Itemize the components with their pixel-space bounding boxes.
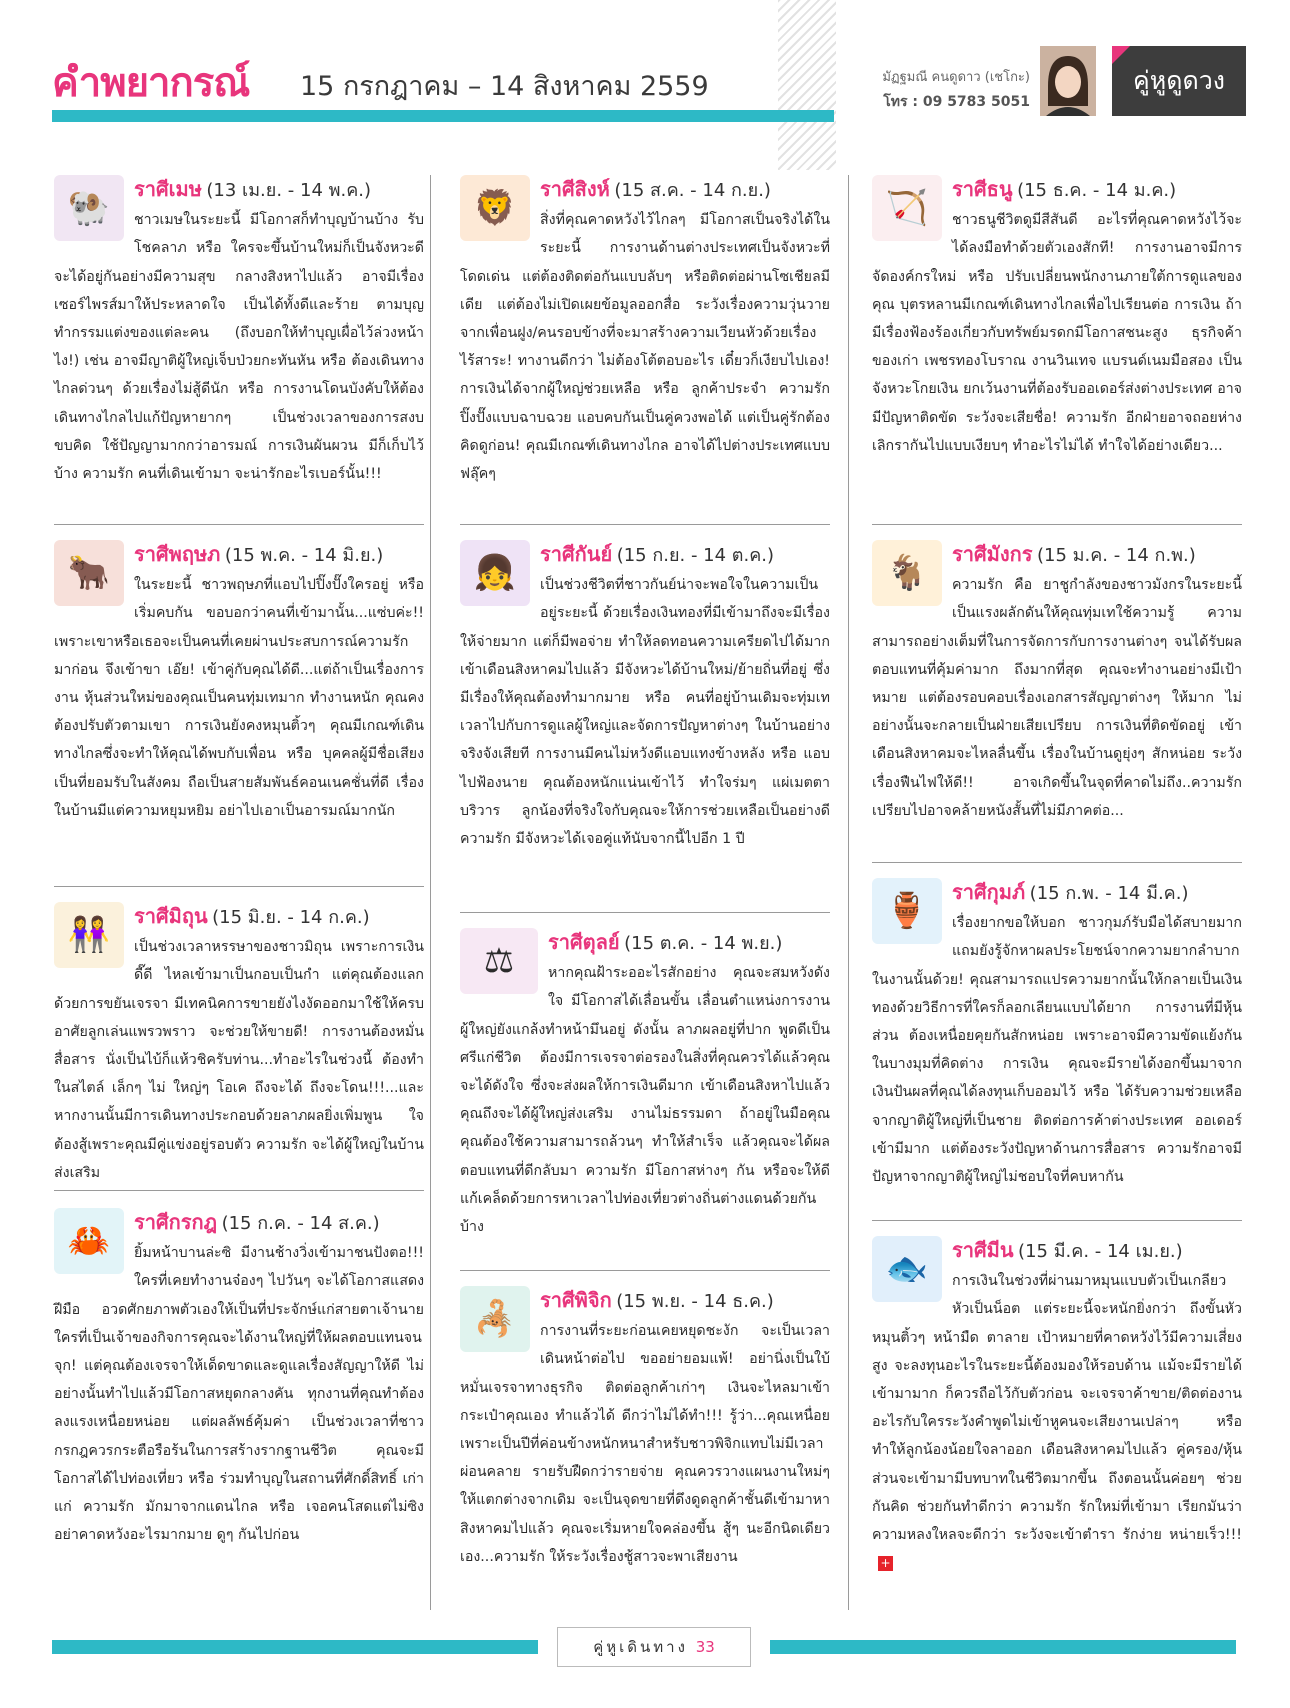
sign-name: ราศีสิงห์ [540,177,610,201]
sign-name: ราศีมิถุน [134,904,208,928]
sign-name: ราศีพฤษภ [134,542,221,566]
sign-gemini [54,902,424,1187]
sign-name: ราศีเมษ [134,177,202,201]
sign-taurus [54,540,424,825]
sign-range: (15 มี.ค. - 14 เม.ย.) [1018,1241,1183,1262]
author-phone: โทร : 09 5783 5051 [883,94,1030,110]
crab-icon: 🦀 [54,1208,124,1274]
sign-name: ราศีพิจิก [540,1288,612,1312]
sign-leo [460,175,830,488]
sign-text: ชาวธนูชีวิตดูมีสีสันดี อะไรที่คุณคาดหวังไว้จะได้ลงมือทำด้วยตัวเองสักที! การงานอาจมีการจัดองค์กรใหม่ หรือ ปรับเปลี่ยนพนักงานภายใต้การดูแลของคุณ บุตรหลานมีเกณฑ์เดินทางไกลเพื่อไปเรียนต่อ การเงิน ถ้ามีเรื่องฟ้องร้องเกี่ยวกับทรัพย์มรดกมีโอกาสชนะสูง ธุรกิจค้าของเก่า เพชรทองโบราณ งานวินเทจ แบรนด์เนมมือสอง เป็นจังหวะโกยเงิน ยกเว้นงานที่ต้องรับออเดอร์ส่งต่างประเทศ อาจมีปัญหาติดขัด ระวังจะเสียชื่อ! ความรัก อีกฝ่ายอาจถอยห่างเลิกรากันไปแบบเงียบๆ ทำอะไรไม่ได้ ทำใจได้อย่างเดียว... [872,212,1242,454]
sign-range: (15 ส.ค. - 14 ก.ย.) [614,180,771,201]
water-bearer-icon: 🏺 [872,878,942,944]
divider [54,1190,424,1191]
sign-virgo [460,540,830,853]
divider [54,886,424,887]
avatar [1040,46,1096,116]
divider [460,524,830,525]
sign-pisces [872,1236,1242,1577]
divider [460,912,830,913]
column-divider [848,175,849,1610]
sign-range: (15 พ.ย. - 14 ธ.ค.) [616,1291,774,1312]
sign-aries [54,175,424,488]
sign-name: ราศีมังกร [952,542,1033,566]
divider [54,524,424,525]
author-name: มัฏฐมณี คนดูดาว (เชโกะ) [882,70,1030,85]
sign-text: ชาวเมษในระยะนี้ มีโอกาสก็ทำบุญบ้านบ้าง รับโชคลาภ หรือ ใครจะขึ้นบ้านใหม่ก็เป็นจังหวะดี จะได้อยู่กันอย่างมีความสุข กลางสิงหาไปแล้ว อาจมีเรื่องเซอร์ไพรส์มาให้ประหลาดใจ เป็นได้ทั้งดีและร้าย ตามบุญทำกรรมแต่งของแต่ละคน (ถึงบอกให้ทำบุญเผื่อไว้ล่วงหน้าไง!) เช่น อาจมีญาติผู้ใหญ่เจ็บป่วยกะทันหัน หรือ ต้องเดินทางไกลด่วนๆ ด้วยเรื่องไม่สู้ดีนัก หรือ การงานโดนบังคับให้ต้องเดินทางไกลไปแก้ปัญหายากๆ เป็นช่วงเวลาของการสงบขบคิด ใช้ปัญญามากกว่าอารมณ์ การเงินผันผวน มีก็เก็บไว้บ้าง ความรัก คนที่เดินเข้ามา จะน่ารักอะไรเบอร์นั้น!!! [54,212,424,483]
sign-range: (15 ต.ค. - 14 พ.ย.) [624,933,783,954]
lion-icon: 🦁 [460,175,530,241]
sign-range: (13 เม.ย. - 14 พ.ค.) [206,180,371,201]
virgin-icon: 👧 [460,540,530,606]
sign-text: ยิ้มหน้าบานล่ะซิ มีงานช้างวิ่งเข้ามาชนปังตอ!!! ใครที่เคยทำงานจ๋องๆ ไปวันๆ จะได้โอกาสแสดงฝีมือ อวดศักยภาพตัวเองให้เป็นที่ประจักษ์แก่สายตาเจ้านาย ใครที่เป็นเจ้าของกิจการคุณจะได้งานใหญ่ที่ให้ผลตอบแทนจนจุก! แต่คุณต้องเจรจาให้เด็ดขาดและดูแลเรื่องสัญญาให้ดี ไม่อย่างนั้นทำไปแล้วมีโอกาสหยุดกลางคัน ทุกงานที่คุณทำต้องลงแรงเหนื่อยหน่อย แต่ผลลัพธ์คุ้มค่า เป็นช่วงเวลาที่ชาวกรกฎควรกระตือรือร้นในการสร้างรากฐานชีวิต คุณจะมีโอกาสได้ไปท่องเที่ยว หรือ ร่วมทำบุญในสถานที่ศักดิ์สิทธิ์ เก่าแก่ ความรัก มักมาจากแดนไกล หรือ เจอคนโสดแต่ไม่ซิง อย่าคาดหวังอะไรมากมาย ดูๆ กันไปก่อน [54,1245,424,1544]
sign-sagittarius [872,175,1242,460]
divider [872,862,1242,863]
date-range: 15 กรกฎาคม – 14 สิงหาคม 2559 [300,71,709,102]
avatar-icon [1040,46,1096,116]
sign-text: เป็นช่วงเวลาหรรษาของชาวมิถุน เพราะการเงินดี๊ดี ไหลเข้ามาเป็นกอบเป็นกำ แต่คุณต้องแลกด้วยการขยันเจรจา มีเทคนิคการขายยังไงงัดออกมาใช้ให้ครบ อาศัยลูกเล่นแพรวพราว จะช่วยให้ขายดี! การงานต้องหมั่นสื่อสาร นั่งเป็นไบ้ก็แห้วชิครับท่าน...ทำอะไรในช่วงนี้ ต้องทำในสไตล์ เล็กๆ ไม่ ใหญ่ๆ โอเค ถึงจะได้ ถึงจะโดน!!!...และหากงานนั้นมีการเดินทางประกอบด้วยลาภผลยิ่งเพิ่มพูน ใจต้องสู้เพราะคุณมีคู่แข่งอยู่รอบตัว ความรัก จะได้ผู้ใหญ่ในบ้านส่งเสริม [54,939,424,1181]
sign-range: (15 ธ.ค. - 14 ม.ค.) [1017,180,1177,201]
sign-text: ความรัก คือ ยาชูกำลังของชาวมังกรในระยะนี้ เป็นแรงผลักดันให้คุณทุ่มเทใช้ความรู้ ความสามารถอย่างเต็มที่ในการจัดการกับการงานต่างๆ จนได้รับผลตอบแทนที่คุ้มค่ามาก ถึงมากที่สุด คุณจะทำงานอย่างมีเป้าหมาย แต่ต้องรอบคอบเรื่องเอกสารสัญญาต่างๆ ให้มาก ไม่อย่างนั้นจะกลายเป็นฝ่ายเสียเปรียบ การเงินที่ติดขัดอยู่ เข้าเดือนสิงหาคมจะไหลลื่นขึ้น เรื่องในบ้านดูยุ่งๆ สักหน่อย ระวังเรื่องฟืนไฟให้ดี!! อาจเกิดขึ้นในจุดที่คาดไม่ถึง..ความรักเปรียบไปอาจคล้ายหนังสั้นที่ไม่มีภาคต่อ... [872,577,1242,819]
archer-icon: 🏹 [872,175,942,241]
sign-range: (15 ม.ค. - 14 ก.พ.) [1036,545,1196,566]
sign-range: (15 พ.ค. - 14 มิ.ย.) [224,545,384,566]
page-number: 33 [695,1638,715,1656]
sea-goat-icon: 🐐 [872,540,942,606]
footer-bar-left [52,1640,538,1654]
scorpion-icon: 🦂 [460,1286,530,1352]
sign-libra [460,928,830,1241]
hatch-decoration [778,0,836,170]
page-title: คำพยากรณ์ [52,60,250,106]
sign-text: เป็นช่วงชีวิตที่ชาวกันย์น่าจะพอใจในความเป็นอยู่ระยะนี้ ด้วยเรื่องเงินทองที่มีเข้ามาถึงจะมีเรื่องให้จ่ายมาก แต่ก็มีพอจ่าย ทำให้ลดทอนความเครียดไปได้มาก เข้าเดือนสิงหาคมไปแล้ว มีจังหวะได้บ้านใหม่/ย้ายถิ่นที่อยู่ ซึ่งมีเรื่องให้คุณต้องทำมากมาย หรือ คนที่อยู่บ้านเดิมจะทุ่มเทเวลาไปกับการดูแลผู้ใหญ่และจัดการปัญหาต่างๆ ในบ้านอย่างจริงจังเสียที การงานมีคนไม่หวังดีแอบแทงข้างหลัง หรือ แอบไปฟ้องนาย คุณต้องหนักแน่นเข้าไว้ ทำใจร่มๆ แผ่เมตตา บริวาร ลูกน้องที่จริงใจกับคุณจะให้การช่วยเหลือเป็นอย่างดี ความรัก มีจังหวะได้เจอคู่แท้นับจากนี้ไปอีก 1 ปี [460,577,830,848]
column-badge: คู่หูดูดวง [1112,46,1246,116]
divider [872,1220,1242,1221]
author-block [870,66,1030,113]
header-bar [52,110,834,122]
sign-name: ราศีกุมภ์ [952,880,1026,904]
badge-corner [1112,46,1130,64]
sign-text: การงานที่ระยะก่อนเคยหยุดชะงัก จะเป็นเวลาเดินหน้าต่อไป ขออย่ายอมแพ้! อย่านิ่งเป็นใบ้ หมั่นเจรจาทางธุรกิจ ติดต่อลูกค้าเก่าๆ เงินจะไหลมาเข้ากระเป๋าคุณเอง ทำแล้วได้ ดีกว่าไม่ได้ทำ!!! รู้ว่า...คุณเหนื่อย เพราะเป็นปีที่ค่อนข้างหนักหนาสำหรับชาวพิจิกแทบไม่มีเวลาผ่อนคลาย รายรับฝืดกว่ารายจ่าย คุณควรวางแผนงานใหม่ๆ ให้แตกต่างจากเดิม จะเป็นจุดขายที่ดึงดูดลูกค้าชั้นดีเข้ามาหา สิงหาคมไปแล้ว คุณจะเริ่มหายใจคล่องขึ้น สู้ๆ นะอีกนิดเดียวเอง...ความรัก ให้ระวังเรื่องชู้สาวจะพาเสียงาน [460,1323,830,1565]
footer-label [557,1627,751,1667]
sign-text: สิ่งที่คุณคาดหวังไว้ไกลๆ มีโอกาสเป็นจริงได้ในระยะนี้ การงานด้านต่างประเทศเป็นจังหวะที่โดดเด่น แต่ต้องติดต่อกันแบบลับๆ หรือติดต่อผ่านโซเชียลมีเดีย แต่ต้องไม่เปิดเผยข้อมูลออกสื่อ ระวังเรื่องความวุ่นวายจากเพื่อนฝูง/คนรอบข้างที่จะมาสร้างความเวียนหัวด้วยเรื่องไร้สาระ! ทางานดีกว่า ไม่ต้องโต้ตอบอะไร เดี๋ยวก็เงียบไปเอง! การเงินได้จากผู้ใหญ่ช่วยเหลือ หรือ ลูกค้าประจำ ความรัก ปิ๊งปั๊งแบบฉาบฉวย แอบคบกันเป็นคู่ควงพอได้ แต่เป็นคู่รักต้องคิดดูก่อน! คุณมีเกณฑ์เดินทางไกล อาจได้ไปต่างประเทศแบบฟลุ๊คๆ [460,212,830,483]
sign-text: หากคุณฝ้าระออะไรสักอย่าง คุณจะสมหวังดังใจ มีโอกาสได้เลื่อนขั้น เลื่อนตำแหน่งการงาน ผู้ใหญ่ยังแกล้งทำหน้ามึนอยู่ ดังนั้น ลาภผลอยู่ที่ปาก พูดดีเป็นศรีแก่ชีวิต ต้องมีการเจรจาต่อรองในสิ่งที่คุณควรได้แล้วคุณจะได้ดังใจ ซึ่งจะส่งผลให้การเงินดีมาก เข้าเดือนสิงหาไปแล้ว คุณถึงจะได้ผู้ใหญ่ส่งเสริม งานไม่ธรรมดา ถ้าอยู่ในมือคุณ คุณต้องใช้ความสามารถล้วนๆ ทำให้สำเร็จ แล้วคุณจะได้ผลตอบแทนที่ดีกลับมา ความรัก มีโอกาสห่างๆ กัน หรือจะให้ดีแก้เคล็ดด้วยการหาเวลาไปท่องเที่ยวต่างถิ่นต่างแดนด้วยกันบ้าง [460,965,830,1236]
plus-end-icon: + [878,1556,893,1571]
twins-icon: 👭 [54,902,124,968]
fish-icon: 🐟 [872,1236,942,1302]
sign-name: ราศีกรกฎ [134,1210,218,1234]
page-header [0,0,1290,130]
sign-capricorn [872,540,1242,825]
sign-range: (15 มิ.ย. - 14 ก.ค.) [212,907,370,928]
sign-aquarius [872,878,1242,1191]
footer-bar-right [770,1640,1236,1654]
column-divider [430,175,431,1610]
sign-cancer [54,1208,424,1549]
sign-name: ราศีธนู [952,177,1013,201]
sign-name: ราศีกันย์ [540,542,613,566]
scales-icon: ⚖ [460,928,538,994]
sign-scorpio [460,1286,830,1571]
sign-name: ราศีตุลย์ [548,930,620,954]
divider [872,524,1242,525]
sign-text: เรื่องยากขอให้บอก ชาวกุมภ์รับมือได้สบายมาก แถมยังรู้จักหาผลประโยชน์จากความยากลำบากในงานนั้นด้วย! คุณสามารถแปรความยากนั้นให้กลายเป็นเงินทองด้วยวิธีการที่ใครก็ลอกเลียนแบบได้ยาก การงานที่มีหุ้นส่วน ต้องเหนื่อยคุยกันสักหน่อย เพราะอาจมีความขัดแย้งกันในบางมุมที่คิดต่าง การเงิน คุณจะมีรายได้งอกขึ้นมาจากเงินปันผลที่คุณได้ลงทุนเก็บออมไว้ หรือ ได้รับความช่วยเหลือจากญาติผู้ใหญ่ที่เป็นชาย ติดต่อการค้าต่างประเทศ ออเดอร์เข้ามีมาก แต่ต้องระวังปัญหาด้านการสื่อสาร ความรักอาจมีปัญหาจากญาติผู้ใหญ่ไม่ชอบใจที่คบหากัน [872,915,1242,1186]
sign-range: (15 ก.พ. - 14 มี.ค.) [1029,883,1189,904]
divider [460,1270,830,1271]
sign-text: การเงินในช่วงที่ผ่านมาหมุนแบบตัวเป็นเกลียว หัวเป็นน็อต แต่ระยะนี้จะหนักยิ่งกว่า ถึงขั้นหัวหมุนติ้วๆ หน้ามืด ตาลาย เป้าหมายที่คาดหวังไว้มีความเสี่ยงสูง จะลงทุนอะไรในระยะนี้ต้องมองให้รอบด้าน แม้จะมีรายได้เข้ามามาก ก็ควรถือไว้กับตัวก่อน จะเจรจาค้าขาย/ติดต่องานอะไรกับใครระวังคำพูดไม่เข้าหูคนจะเสียงานเปล่าๆ หรือ ทำให้ลูกน้องน้อยใจลาออก เดือนสิงหาคมไปแล้ว คู่ครอง/หุ้นส่วนจะเข้ามามีบทบาทในชีวิตมากขึ้น ถึงตอนนั้นค่อยๆ ช่วยกันคิด ช่วยกันทำดีกว่า ความรัก รักใหม่ที่เข้ามา เรียกมันว่า ความหลงใหลจะดีกว่า ระวังจะเข้าตำรา รักง่าย หน่ายเร็ว!!! [872,1273,1242,1544]
bull-icon: 🐂 [54,540,124,606]
sign-text: ในระยะนี้ ชาวพฤษภที่แอบไปปิ๊งปั๊งใครอยู่ หรือ เริ่มคบกัน ขอบอกว่าคนที่เข้ามานั้น...แซ่บค่ะ!! เพราะเขาหรือเธอจะเป็นคนที่เคยผ่านประสบการณ์ความรักมาก่อน จึงเข้าขา เอ๊ย! เข้าคู่กับคุณได้ดี...แต่ถ้าเป็นเรื่องการงาน หุ้นส่วนใหม่ของคุณเป็นคนทุ่มเทมาก ทำงานหนัก คุณคงต้องปรับตัวตามเขา การเงินยังคงหมุนติ้วๆ คุณมีเกณฑ์เดินทางไกลซึ่งจะทำให้คุณได้พบกับเพื่อน หรือ บุคคลผู้มีชื่อเสียงเป็นที่ยอมรับในสังคม ถือเป็นสายสัมพันธ์คอนเนคชั่นที่ดี เรื่องในบ้านมีแต่ความหยุมหยิม อย่าไปเอาเป็นอารมณ์มากนัก [54,577,424,819]
sign-name: ราศีมีน [952,1238,1014,1262]
sign-range: (15 ก.ค. - 14 ส.ค.) [221,1213,380,1234]
sign-range: (15 ก.ย. - 14 ต.ค.) [616,545,774,566]
ram-icon: 🐏 [54,175,124,241]
footer-title: คู่หูเดินทาง [593,1638,688,1656]
